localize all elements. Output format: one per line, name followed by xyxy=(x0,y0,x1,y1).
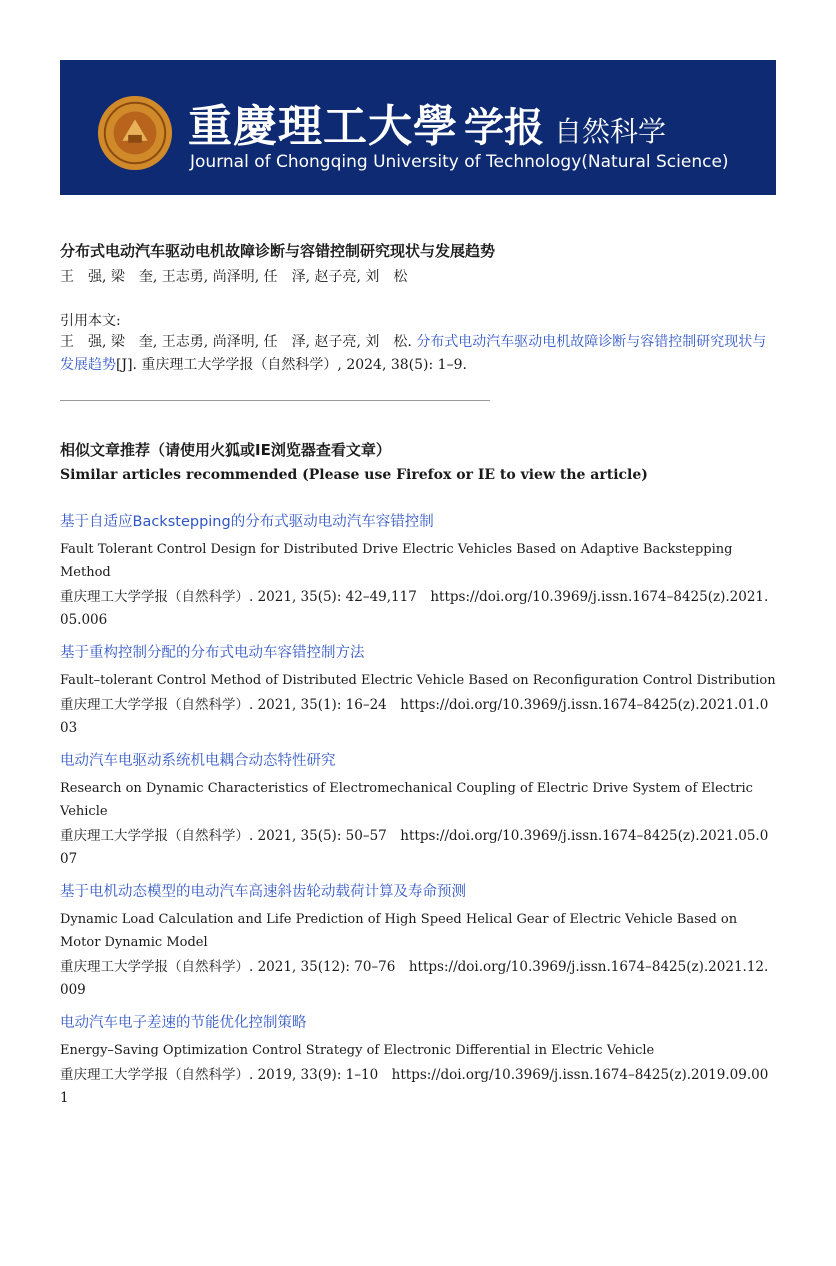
list-item xyxy=(60,641,776,740)
citation-source: [J]. 重庆理工大学学报（自然科学）, 2024, 38(5): 1–9. xyxy=(116,357,467,373)
list-item xyxy=(60,880,776,1002)
citation-authors: 王 强, 梁 奎, 王志勇, 尚泽明, 任 泽, 赵子亮, 刘 松. xyxy=(60,334,417,350)
similar-article-english-title: Fault Tolerant Control Design for Distributed Drive Electric Vehicles Based on Adaptive Backstepping Method xyxy=(60,542,733,580)
journal-subtitle: 自然科学 xyxy=(554,115,667,148)
citation-label: 引用本文: xyxy=(60,313,121,329)
citation-body xyxy=(60,331,776,377)
similar-article-title-link[interactable]: 基于自适应Backstepping的分布式驱动电动汽车容错控制 xyxy=(60,514,434,530)
similar-article-english-title: Research on Dynamic Characteristics of Electromechanical Coupling of Electric Drive System of Electric Vehicle xyxy=(60,781,753,819)
similar-article-english-title: Fault–tolerant Control Method of Distributed Electric Vehicle Based on Reconfiguration Control Distribution xyxy=(60,673,776,688)
similar-article-title-link[interactable]: 电动汽车电子差速的节能优化控制策略 xyxy=(60,1015,307,1031)
journal-name: 重慶理工大學 xyxy=(188,101,458,152)
list-item xyxy=(60,510,776,632)
article-title: 分布式电动汽车驱动电机故障诊断与容错控制研究现状与发展趋势 xyxy=(60,242,496,260)
similar-article-source: 重庆理工大学学报（自然科学）. 2021, 35(1): 16–24 https://doi.org/10.3969/j.issn.1674–8425(z).2021.01.003 xyxy=(60,697,769,736)
similar-article-english-title: Energy–Saving Optimization Control Strategy of Electronic Differential in Electric Vehicle xyxy=(60,1043,655,1058)
similar-articles-list xyxy=(60,510,776,1119)
similar-heading-en: Similar articles recommended (Please use Firefox or IE to view the article) xyxy=(60,467,648,483)
similar-heading-cn: 相似文章推荐（请使用火狐或IE浏览器查看文章） xyxy=(60,441,391,459)
citation-title-link[interactable]: 分布式电动汽车驱动电机故障诊断与容错控制研究现状与发展趋势 xyxy=(60,334,767,373)
similar-article-title-link[interactable]: 电动汽车电驱动系统机电耦合动态特性研究 xyxy=(60,753,336,769)
similar-article-source: 重庆理工大学学报（自然科学）. 2021, 35(12): 70–76 https://doi.org/10.3969/j.issn.1674–8425(z).2021.12.009 xyxy=(60,959,769,998)
list-item xyxy=(60,749,776,871)
divider xyxy=(60,400,490,401)
similar-article-title-link[interactable]: 基于重构控制分配的分布式电动车容错控制方法 xyxy=(60,645,365,661)
article-authors: 王 强, 梁 奎, 王志勇, 尚泽明, 任 泽, 赵子亮, 刘 松 xyxy=(60,269,408,285)
journal-banner xyxy=(60,60,776,195)
list-item xyxy=(60,1011,776,1110)
similar-article-title-link[interactable]: 基于电机动态模型的电动汽车高速斜齿轮动载荷计算及寿命预测 xyxy=(60,884,466,900)
similar-article-english-title: Dynamic Load Calculation and Life Prediction of High Speed Helical Gear of Electric Vehicle Based on Motor Dynamic Model xyxy=(60,912,738,950)
similar-article-source: 重庆理工大学学报（自然科学）. 2021, 35(5): 42–49,117 https://doi.org/10.3969/j.issn.1674–8425(z).2021.05.006 xyxy=(60,589,769,628)
university-seal-icon xyxy=(96,94,174,172)
journal-xuebao: 学报 xyxy=(464,105,544,151)
similar-article-source: 重庆理工大学学报（自然科学）. 2019, 33(9): 1–10 https://doi.org/10.3969/j.issn.1674–8425(z).2019.09.001 xyxy=(60,1067,769,1106)
journal-name-cn xyxy=(188,90,666,160)
journal-name-en: Journal of Chongqing University of Technology(Natural Science) xyxy=(190,152,729,172)
similar-article-source: 重庆理工大学学报（自然科学）. 2021, 35(5): 50–57 https://doi.org/10.3969/j.issn.1674–8425(z).2021.05.007 xyxy=(60,828,769,867)
